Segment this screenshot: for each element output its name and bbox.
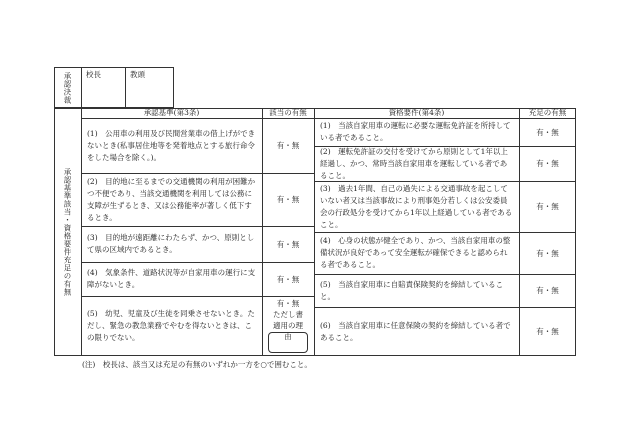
criteria-item-1: (1) 公用車の利用及び民間営業車の借上げができないとき(私事居住地等を発着地点とする旅行命令をした場合を除く。)。 [87,128,256,162]
header-applicable: 該当の有無 [269,108,307,117]
requirement-mark-6[interactable]: 有・無 [536,327,559,336]
header-criteria: 承認基準(第3条) [143,108,200,117]
footnote: (注) 校長は、該当又は充足の有無のいずれか一方を○で囲むこと。 [82,360,312,369]
criteria-mark-4[interactable]: 有・無 [276,274,300,284]
requirement-item-6: (6) 当該自家用車に任意保険の契約を締結している者であること。 [320,320,511,342]
criteria-item-3: (3) 目的地が遠距離にわたらず、かつ、原則として県の区域内であるとき。 [87,233,255,254]
criteria-item-2: (2) 目的地に至るまでの交通機関の利用が困難かつ不便であり、当該交通機関を利用しては公務に支障が生ずるとき、又は公務能率が著しく低下するとき。 [87,176,256,222]
proviso-reason-box[interactable] [268,332,308,353]
criteria-item-5: (5) 幼児、児童及び生徒を同乗させないとき。ただし、緊急の教急業務でやむを得ないときは、この限りでない。 [87,309,255,342]
requirement-mark-3[interactable]: 有・無 [536,202,559,211]
criteria-mark-3[interactable]: 有・無 [276,239,300,249]
requirement-item-5: (5) 当該自家用車に自賠責保険契約を締結していること。 [320,279,504,301]
requirement-item-1: (1) 当該自家用車の運転に必要な運転免許証を所持している者であること。 [320,121,511,142]
requirement-mark-5[interactable]: 有・無 [536,286,559,295]
requirement-item-4: (4) 心身の状態が健全であり、かつ、当該自家用車の整備状況が良好であって安全運転が確保できると認められる者であること。 [320,236,511,269]
vice-principal-label: 教頭 [130,70,145,79]
requirement-mark-4[interactable]: 有・無 [536,248,559,258]
requirement-item-3: (3) 過去1年間、自己の過失による交通事故を起こしていない者又は当該事故により刑事処分若しくは公安委員会の行政処分を受けてから1年以上経過している者であること。 [320,183,513,229]
criteria-mark-1[interactable]: 有・無 [276,141,300,150]
criteria-mark-5[interactable]: 有・無 [276,298,300,308]
approval-label: 承認決裁 [63,71,72,104]
principal-label: 校長 [86,70,101,79]
requirement-item-2: (2) 運転免許証の交付を受けてから原則として1年以上経過し、かつ、常時当該自家用車を運転している者であること。 [320,146,508,180]
header-requirements: 資格要件(第4条) [388,108,445,117]
header-sufficiency: 充足の有無 [528,108,567,117]
criteria-mark-2[interactable]: 有・無 [276,195,300,204]
requirement-mark-2[interactable]: 有・無 [536,159,559,168]
main-vertical-label: 承認基準該当・資格要件充足の有無 [63,168,72,296]
requirement-mark-1[interactable]: 有・無 [536,127,559,137]
proviso-reason-label: ただし書適用の理由 [273,310,303,341]
criteria-item-4: (4) 気象条件、道路状況等が自家用車の運行に支障がないとき。 [87,268,256,289]
